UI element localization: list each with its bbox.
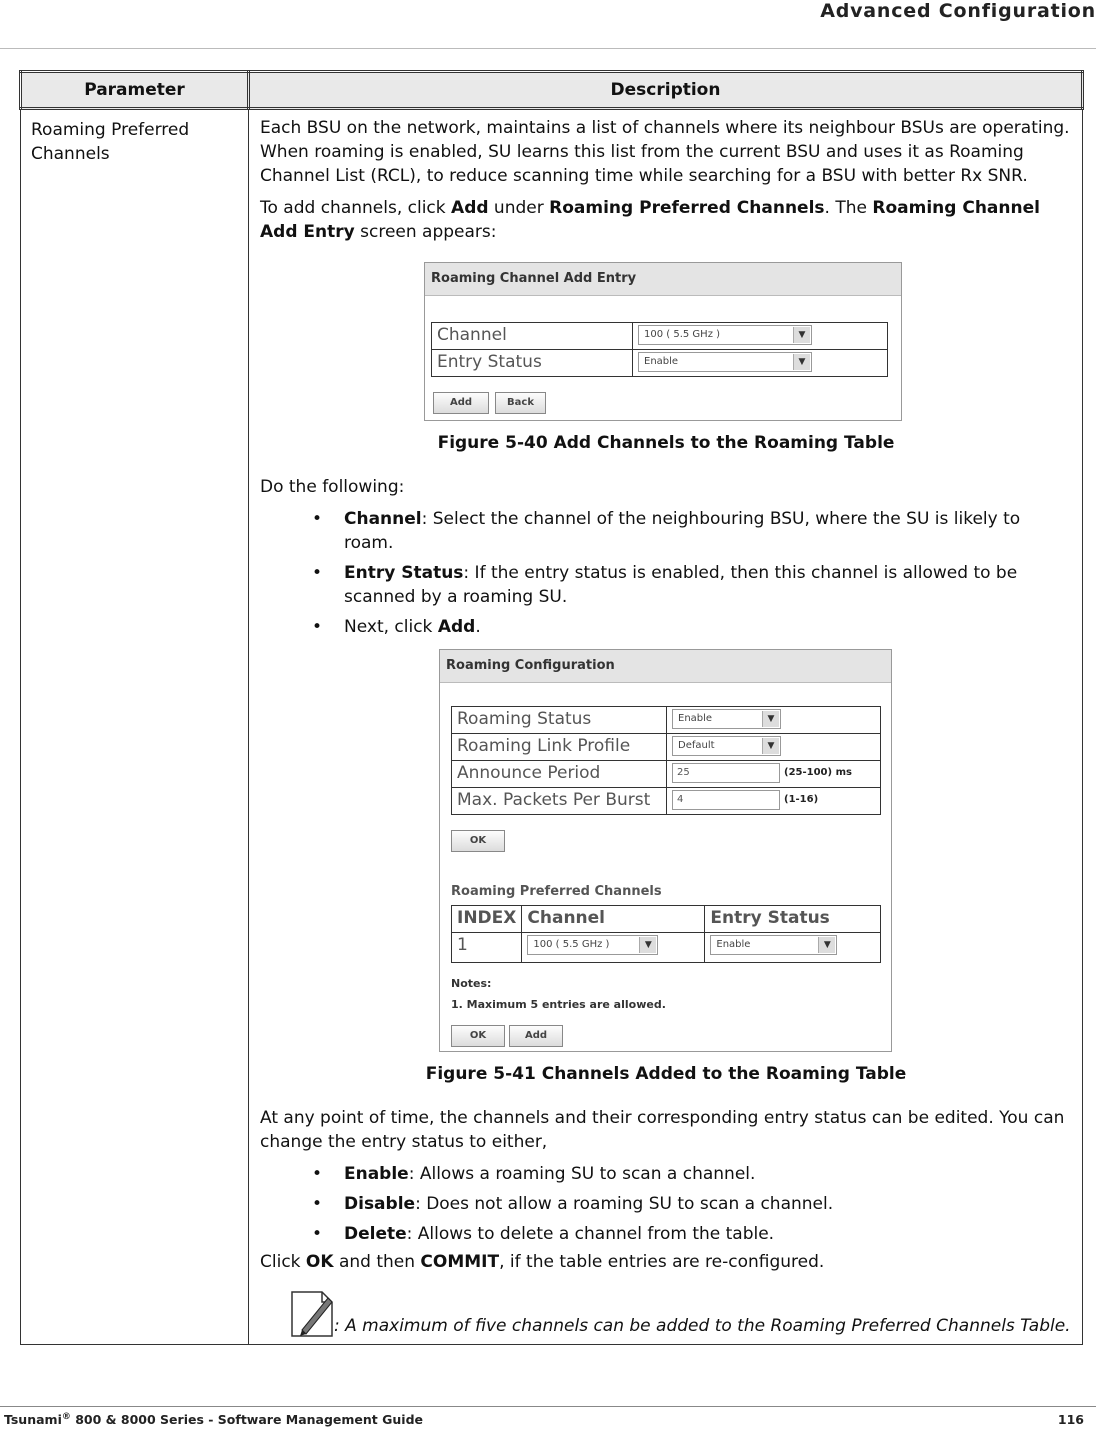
column-header-parameter: Parameter: [21, 72, 249, 109]
form-row: [452, 761, 881, 788]
form-row: [432, 350, 888, 377]
bullet: •: [312, 1194, 323, 1214]
section-heading: Roaming Preferred Channels: [451, 884, 662, 899]
list-item: [312, 1222, 1072, 1246]
list-item-text: : Does not allow a roaming SU to scan a channel.: [415, 1194, 834, 1214]
list-item: [312, 561, 1072, 609]
chevron-down-icon: ▼: [818, 937, 835, 953]
screen-title: Roaming Configuration: [440, 650, 891, 683]
text: Click: [260, 1252, 306, 1272]
bullet: •: [312, 509, 323, 529]
add-term: Add: [437, 617, 476, 637]
figure-41-caption: Figure 5-41 Channels Added to the Roaming Table: [425, 1064, 907, 1084]
row-channel-select[interactable]: [527, 935, 658, 955]
chevron-down-icon: ▼: [793, 327, 810, 343]
entry-form: [431, 322, 888, 377]
index-cell: 1: [452, 933, 522, 963]
back-button[interactable]: Back: [495, 392, 546, 414]
bullet: •: [312, 617, 323, 637]
add-button[interactable]: Add: [509, 1025, 563, 1047]
roaming-status-label: Roaming Status: [452, 707, 667, 734]
do-following: Do the following:: [260, 477, 405, 497]
note-pencil-icon: [286, 1288, 334, 1338]
channel-cell: [522, 933, 705, 963]
channel-label: Channel: [432, 323, 633, 350]
form-row: [452, 707, 881, 734]
list-item-text: .: [475, 617, 481, 637]
guide-title: 800 & 8000 Series - Software Management Guide: [70, 1412, 424, 1428]
entry-status-select[interactable]: [638, 352, 812, 372]
channel-select[interactable]: [638, 325, 812, 345]
figure-40-screenshot: [424, 262, 902, 421]
column-header-channel: Channel: [522, 906, 705, 933]
select-value: Enable: [678, 713, 713, 724]
status-options-list: [260, 1162, 1072, 1246]
max-packets-input[interactable]: 4: [672, 790, 780, 810]
list-item-text: : Allows a roaming SU to scan a channel.: [408, 1164, 756, 1184]
note-text: : A maximum of five channels can be added to the Roaming Preferred Channels Table.: [334, 1316, 1071, 1336]
max-packets-range: (1-16): [784, 794, 819, 805]
roaming-link-profile-select[interactable]: [672, 736, 781, 756]
text: . The: [824, 198, 873, 218]
entry-status-cell: [633, 350, 888, 377]
list-item: [312, 507, 1072, 555]
registered-mark: ®: [61, 1412, 71, 1422]
announce-period-cell: [667, 761, 881, 788]
text: under: [488, 198, 550, 218]
max-packets-label: Max. Packets Per Burst: [452, 788, 667, 815]
step-list: [260, 507, 1072, 639]
entry-status-label: Entry Status: [432, 350, 633, 377]
bullet: •: [312, 563, 323, 583]
chevron-down-icon: ▼: [793, 354, 810, 370]
announce-period-input[interactable]: 25: [672, 763, 780, 783]
description-cell: [249, 109, 1083, 1345]
section-header: Advanced Configuration: [820, 0, 1096, 22]
announce-period-label: Announce Period: [452, 761, 667, 788]
preferred-channels-table: [451, 905, 881, 963]
add-button[interactable]: Add: [433, 392, 489, 414]
intro-paragraph: Each BSU on the network, maintains a list of channels where its neighbour BSUs are operating. When roaming is enabled, SU learns this list from the current BSU and uses it as Roaming Channel List (RCL), to reduce scanning time while searching for a BSU with better Rx SNR.: [260, 118, 1070, 186]
disable-term: Disable: [344, 1194, 416, 1214]
roaming-link-profile-label: Roaming Link Profile: [452, 734, 667, 761]
notes-item: 1. Maximum 5 entries are allowed.: [451, 998, 666, 1011]
form-row: [452, 734, 881, 761]
select-value: Enable: [716, 939, 751, 950]
footer-title: [4, 1412, 423, 1427]
ok-term: OK: [305, 1252, 334, 1272]
roaming-settings-form: [451, 706, 881, 815]
text: screen appears:: [354, 222, 497, 242]
list-item-text: : If the entry status is enabled, then this channel is allowed to be scanned by a roaming SU.: [344, 563, 1018, 607]
form-row: [432, 323, 888, 350]
channel-cell: [633, 323, 888, 350]
column-header-description: Description: [249, 72, 1083, 109]
text: and then: [333, 1252, 421, 1272]
status-cell: [705, 933, 881, 963]
text: , if the table entries are re-configured.: [499, 1252, 825, 1272]
row-entry-status-select[interactable]: [710, 935, 837, 955]
channel-select-value: 100 ( 5.5 GHz ): [644, 329, 721, 340]
commit-term: COMMIT: [420, 1252, 500, 1272]
chevron-down-icon: ▼: [762, 711, 779, 727]
roaming-link-profile-cell: [667, 734, 881, 761]
column-header-entry-status: Entry Status: [705, 906, 881, 933]
delete-term: Delete: [344, 1224, 407, 1244]
list-item-text: : Allows to delete a channel from the table.: [406, 1224, 775, 1244]
ok-button[interactable]: OK: [451, 830, 505, 852]
figure-41-screenshot: [439, 649, 892, 1052]
page-number: 116: [1057, 1412, 1084, 1427]
chevron-down-icon: ▼: [762, 738, 779, 754]
figure-40-caption: Figure 5-40 Add Channels to the Roaming Table: [437, 433, 895, 453]
bullet: •: [312, 1164, 323, 1184]
list-item: [312, 1192, 1072, 1216]
parameter-table: [19, 70, 1084, 1345]
table-header-row: [452, 906, 881, 933]
chevron-down-icon: ▼: [639, 937, 656, 953]
note: [260, 1288, 1072, 1338]
max-packets-cell: [667, 788, 881, 815]
entry-status-select-value: Enable: [644, 356, 679, 367]
edit-paragraph: At any point of time, the channels and their corresponding entry status can be edited. You can change the entry status to either,: [260, 1108, 1065, 1152]
roaming-channel-add-entry-term: Roaming Channel Add Entry: [260, 198, 1040, 242]
roaming-preferred-channels-term: Roaming Preferred Channels: [549, 198, 825, 218]
list-item: [312, 615, 1072, 639]
list-item: [312, 1162, 1072, 1186]
header-divider: [0, 48, 1096, 49]
parameter-name: Roaming Preferred Channels: [21, 109, 249, 1345]
enable-term: Enable: [344, 1164, 409, 1184]
click-ok-paragraph: [260, 1250, 1072, 1274]
column-header-index: INDEX: [452, 906, 522, 933]
channel-term: Channel: [344, 509, 422, 529]
ok-button[interactable]: OK: [451, 1025, 505, 1047]
entry-status-term: Entry Status: [344, 563, 464, 583]
table-row: [452, 933, 881, 963]
form-row: [452, 788, 881, 815]
bullet: •: [312, 1224, 323, 1244]
text: To add channels, click: [260, 198, 452, 218]
product-name: Tsunami: [4, 1412, 62, 1428]
notes-label: Notes:: [451, 977, 492, 990]
roaming-status-cell: [667, 707, 881, 734]
select-value: 100 ( 5.5 GHz ): [533, 939, 610, 950]
add-term: Add: [451, 198, 489, 218]
list-item-text: : Select the channel of the neighbouring BSU, where the SU is likely to roam.: [344, 509, 1021, 553]
footer-divider: [0, 1406, 1096, 1407]
screen-title: Roaming Channel Add Entry: [425, 263, 901, 296]
roaming-status-select[interactable]: [672, 709, 781, 729]
announce-period-range: (25-100) ms: [784, 767, 852, 778]
select-value: Default: [678, 740, 715, 751]
list-item-text: Next, click: [344, 617, 438, 637]
add-instructions: [260, 196, 1072, 244]
